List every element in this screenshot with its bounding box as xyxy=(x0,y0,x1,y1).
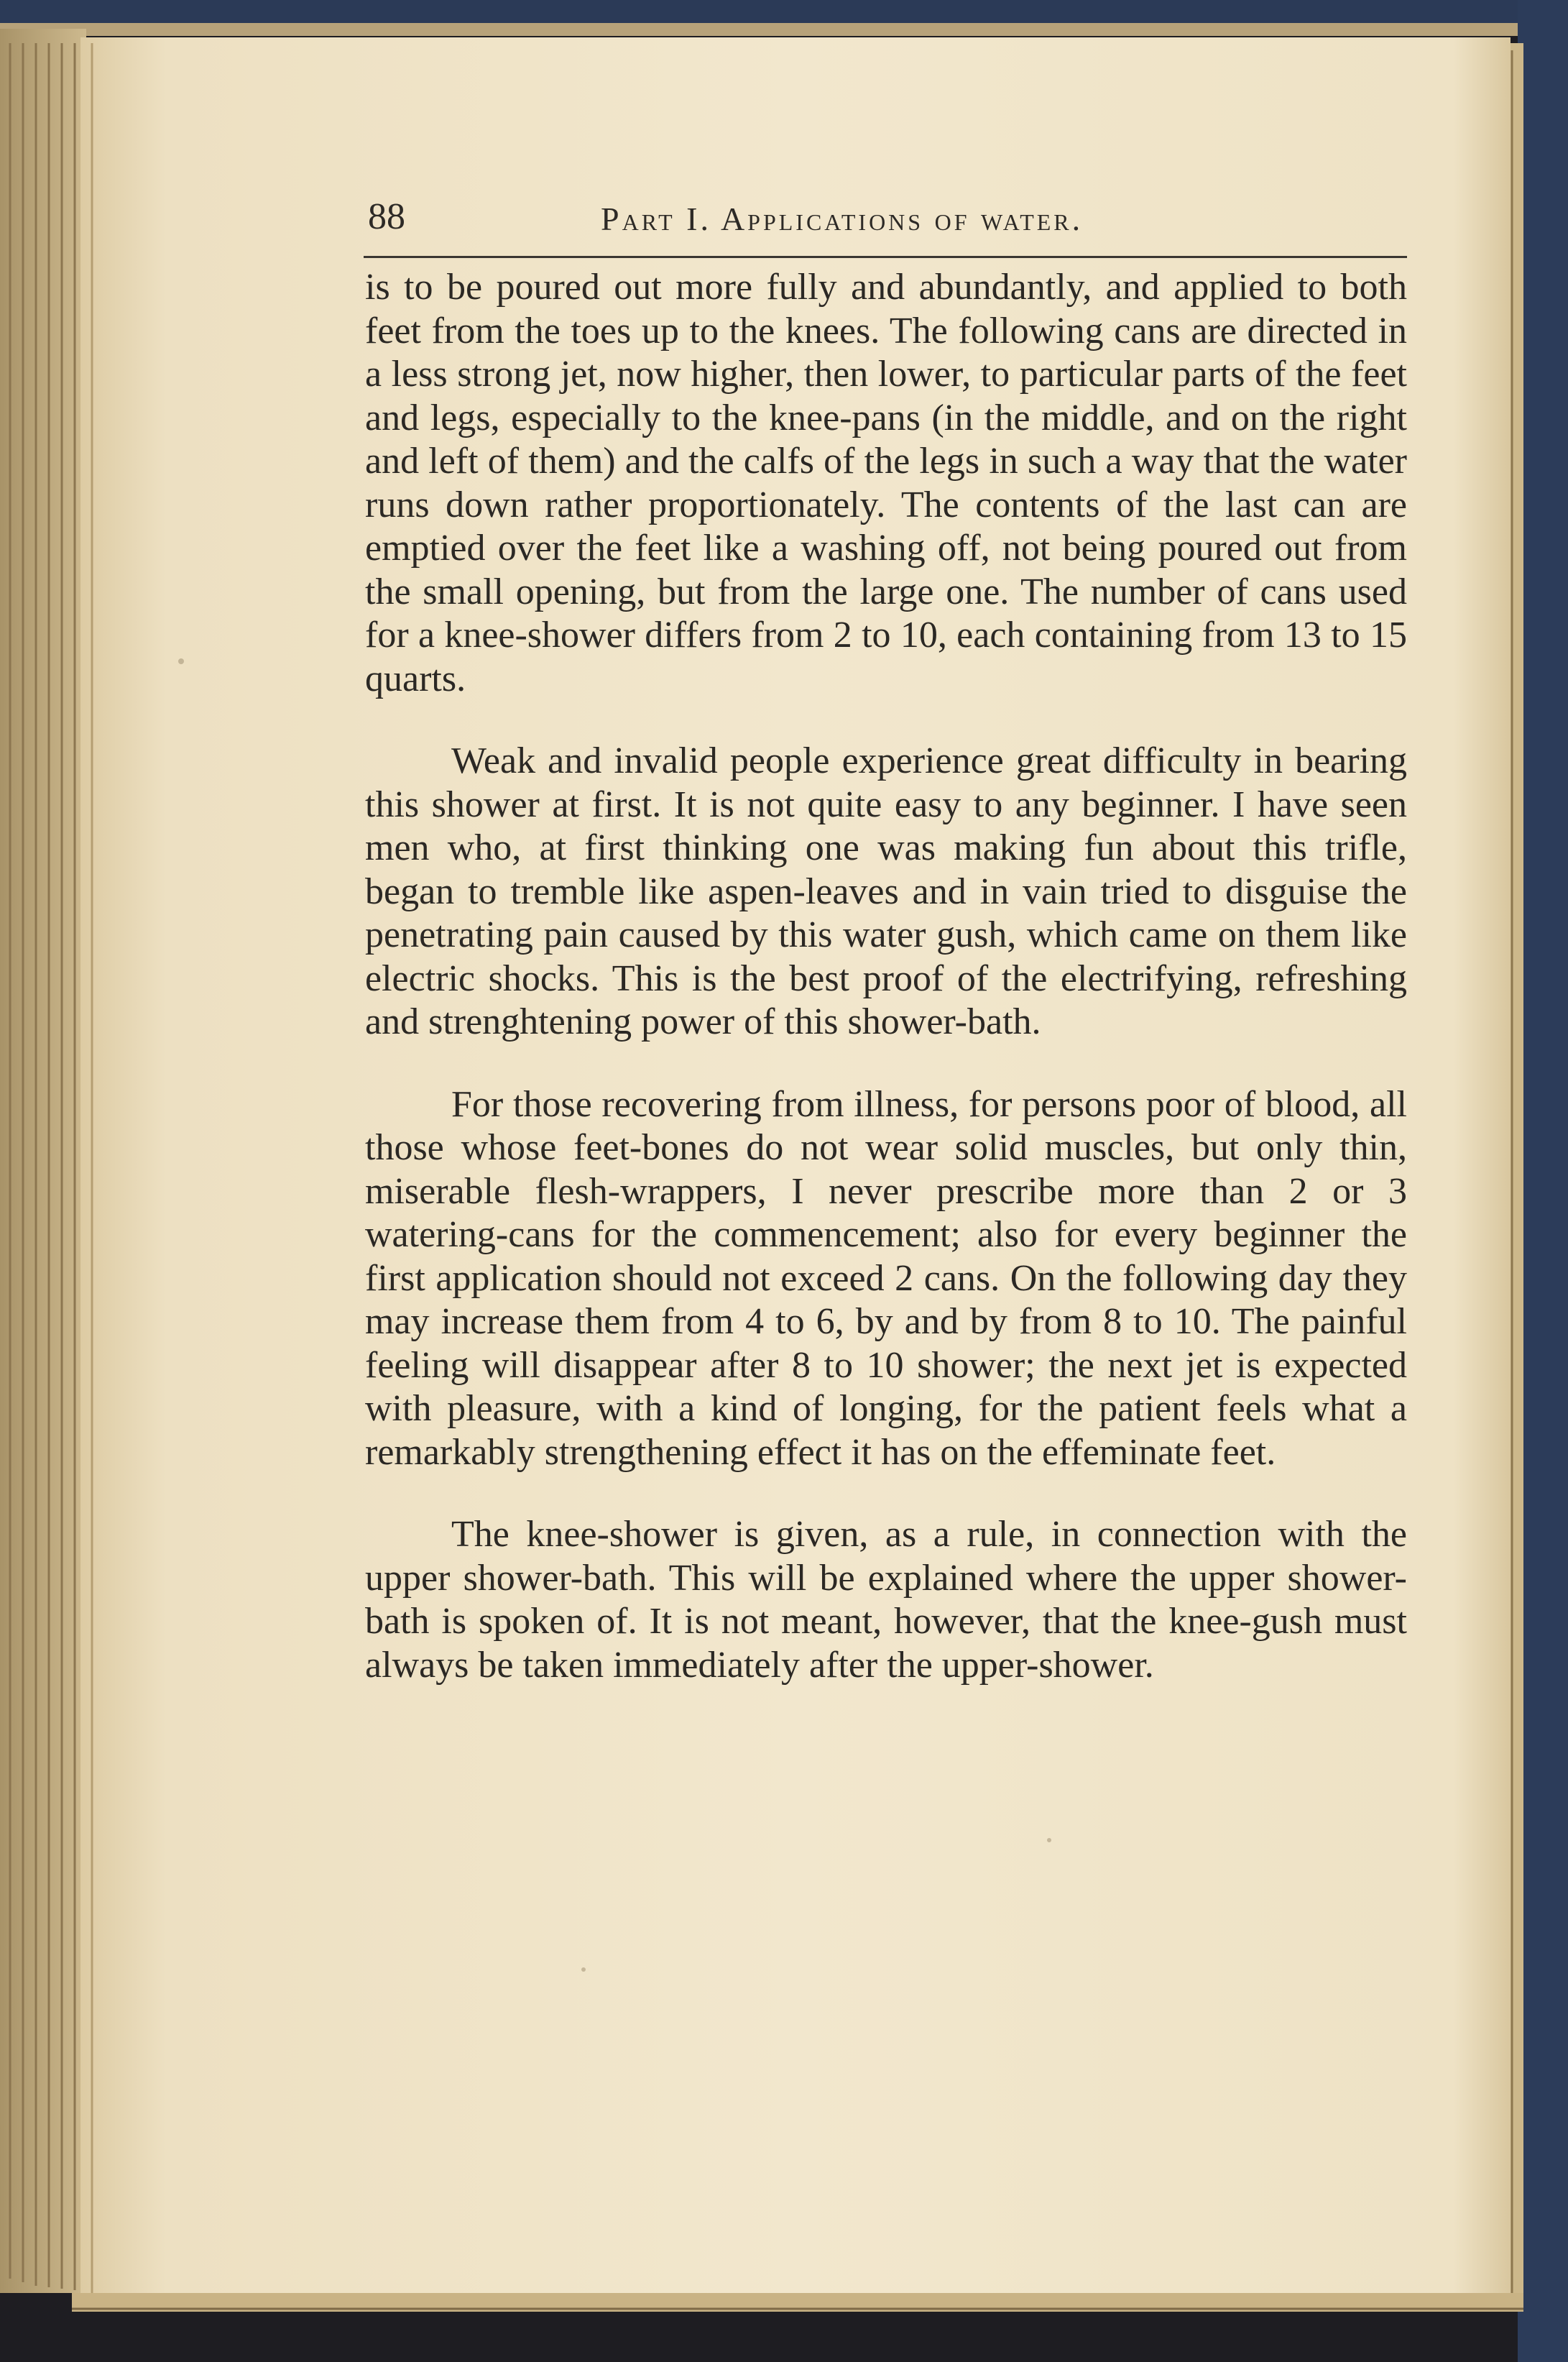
paragraph-3: For those recovering from illness, for persons poor of blood, all those whose feet-bones do not wear solid muscles, but only thin, miserable flesh-wrappers, I never prescribe more than 2 or 3 watering-cans for the commencement; also for every beginner the first application should not exceed 2 cans. On the following day they may increase them from 4 to 6, by and by from 8 to 10. The painful feeling will disappear after 8 to 10 shower; the next jet is expected with pleasure, with a kind of longing, for the patient feels what a remarkably strengthening effect it has on the effeminate feet. xyxy=(365,1083,1407,1473)
header-rule xyxy=(364,256,1407,258)
page-number: 88 xyxy=(368,196,405,237)
paragraph-2: Weak and invalid people experience great difficulty in bearing this shower at first. It is not quite easy to any beginner. I have seen men who, at first thinking one was making fun about this trifle, began to tremble like aspen-leaves and in vain tried to disguise the penetrating pain caused by this water gush, which came on them like electric shocks. This is the best proof of the electrifying, refreshing and strenghtening power of this shower-bath. xyxy=(365,740,1407,1042)
paragraph-4: The knee-shower is given, as a rule, in connection with the upper shower-bath. This will be explained where the upper shower-bath is spoken of. It is not meant, however, that the knee-gush must always be taken immediately after the upper-shower. xyxy=(365,1514,1407,1686)
body-text xyxy=(365,266,1407,1687)
paragraph-1: is to be poured out more fully and abundantly, and applied to both feet from the toes up to the knees. The following cans are directed in a less strong jet, now higher, then lower, to particular parts of the feet and legs, especially to the knee-pans (in the middle, and on the right and left of them) and the calfs of the legs in such a way that the water runs down rather proportionately. The contents of the last can are emptied over the feet like a washing off, not being poured out from the small opening, but from the large one. The number of cans used for a knee-shower differs from 2 to 10, each containing from 13 to 15 quarts. xyxy=(365,267,1407,699)
running-title: Part I. Applications of water. xyxy=(601,201,1084,237)
